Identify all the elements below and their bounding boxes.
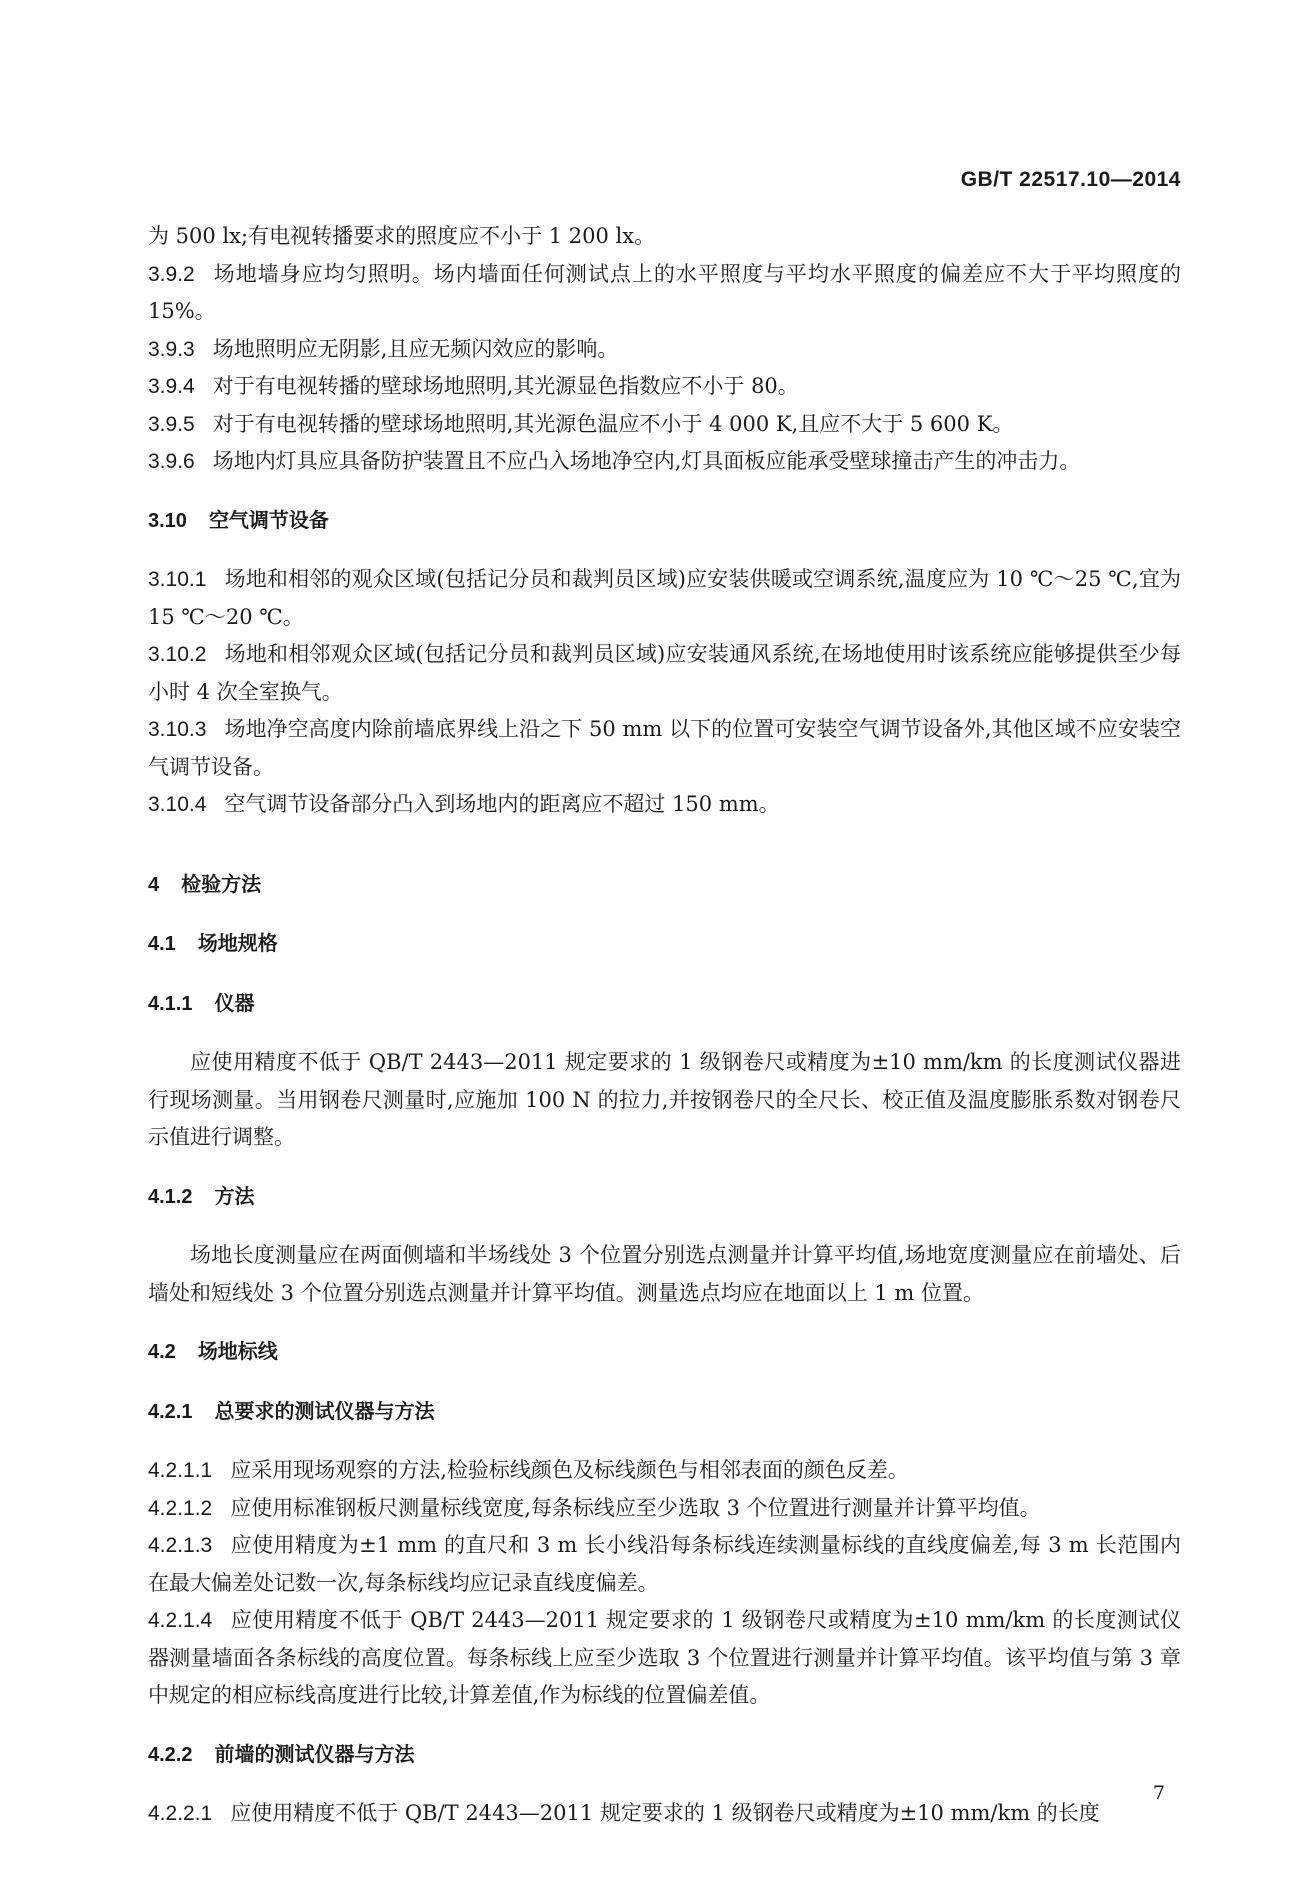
clause-text: 总要求的测试仪器与方法 bbox=[214, 1398, 435, 1423]
section-heading bbox=[148, 866, 1181, 905]
clause-paragraph bbox=[148, 406, 1181, 444]
clause-paragraph bbox=[148, 786, 1181, 824]
clause-number: 4.1.2 bbox=[148, 1185, 193, 1208]
clause-paragraph bbox=[148, 561, 1181, 636]
clause-text: 对于有电视转播的壁球场地照明,其光源色温应不小于 4 000 K,且应不大于 5 600 K。 bbox=[212, 411, 1014, 436]
clause-number: 3.10.2 bbox=[148, 643, 207, 666]
clause-number: 4.2 bbox=[148, 1341, 176, 1363]
clause-number: 4.2.2.1 bbox=[148, 1802, 213, 1825]
section-heading bbox=[148, 1178, 1181, 1217]
clause-text: 场地标线 bbox=[197, 1339, 278, 1363]
clause-text: 场地规格 bbox=[197, 931, 278, 955]
clause-paragraph bbox=[148, 1527, 1181, 1602]
clause-number: 3.10 bbox=[148, 509, 187, 532]
section-heading bbox=[148, 985, 1181, 1024]
clause-text: 前墙的测试仪器与方法 bbox=[214, 1741, 415, 1766]
clause-text: 空气调节设备 bbox=[208, 507, 329, 532]
clause-text: 应使用标准钢板尺测量标线宽度,每条标线应至少选取 3 个位置进行测量并计算平均值。 bbox=[230, 1495, 1041, 1520]
clause-text: 场地和相邻的观众区域(包括记分员和裁判员区域)应安装供暖或空调系统,温度应为 10 ℃～25 ℃,宜为 15 ℃～20 ℃。 bbox=[148, 567, 1181, 629]
clause-text: 场地净空高度内除前墙底界线上沿之下 50 mm 以下的位置可安装空气调节设备外,其他区域不应安装空气调节设备。 bbox=[148, 717, 1181, 779]
section-heading bbox=[148, 502, 1181, 541]
clause-paragraph bbox=[148, 1795, 1181, 1833]
clause-paragraph bbox=[148, 256, 1181, 331]
clause-text: 场地和相邻观众区域(包括记分员和裁判员区域)应安装通风系统,在场地使用时该系统应能够提供至少每小时 4 次全室换气。 bbox=[148, 642, 1181, 704]
clause-number: 3.9.3 bbox=[148, 337, 195, 361]
clause-paragraph bbox=[148, 218, 1181, 256]
clause-paragraph bbox=[148, 368, 1181, 406]
clause-number: 3.10.1 bbox=[148, 568, 207, 591]
clause-text: 应采用现场观察的方法,检验标线颜色及标线颜色与相邻表面的颜色反差。 bbox=[230, 1458, 909, 1482]
section-heading bbox=[148, 1393, 1181, 1432]
body-paragraph bbox=[148, 1044, 1181, 1157]
section-heading bbox=[148, 1736, 1181, 1775]
clause-text: 场地内灯具应具备防护装置且不应凸入场地净空内,灯具面板应能承受壁球撞击产生的冲击力。 bbox=[212, 449, 1081, 473]
clause-text: 空气调节设备部分凸入到场地内的距离应不超过 150 mm。 bbox=[224, 792, 780, 816]
clause-number: 3.9.5 bbox=[148, 412, 195, 436]
clause-number: 4.2.2 bbox=[148, 1743, 193, 1766]
standard-code: GB/T 22517.10—2014 bbox=[960, 168, 1181, 191]
clause-number: 3.9.4 bbox=[148, 375, 195, 398]
clause-paragraph bbox=[148, 711, 1181, 786]
clause-number: 4.2.1 bbox=[148, 1400, 193, 1423]
clause-text: 为 500 lx;有电视转播要求的照度应不小于 1 200 lx。 bbox=[148, 224, 656, 248]
clause-text: 对于有电视转播的壁球场地照明,其光源显色指数应不小于 80。 bbox=[212, 374, 799, 398]
section-heading bbox=[148, 1333, 1181, 1372]
clause-number: 4.1 bbox=[148, 933, 176, 955]
section-heading bbox=[148, 925, 1181, 964]
clause-number: 3.10.4 bbox=[148, 793, 207, 816]
clause-number: 4.1.1 bbox=[148, 992, 193, 1015]
clause-text: 应使用精度不低于 QB/T 2443—2011 规定要求的 1 级钢卷尺或精度为±10 mm/km 的长度 bbox=[230, 1801, 1100, 1825]
clause-paragraph bbox=[148, 443, 1181, 481]
clause-paragraph bbox=[148, 636, 1181, 711]
clause-text: 场地照明应无阴影,且应无频闪效应的影响。 bbox=[212, 336, 619, 361]
clause-text: 检验方法 bbox=[181, 871, 262, 896]
document-body bbox=[148, 218, 1181, 1833]
clause-paragraph bbox=[148, 1452, 1181, 1490]
clause-text: 场地长度测量应在两面侧墙和半场线处 3 个位置分别选点测量并计算平均值,场地宽度测量应在前墙处、后墙处和短线处 3 个位置分别选点测量并计算平均值。测量选点均应在地面以上 1 m 位置。 bbox=[148, 1243, 1181, 1305]
clause-text: 应使用精度不低于 QB/T 2443—2011 规定要求的 1 级钢卷尺或精度为±10 mm/km 的长度测试仪器测量墙面各条标线的高度位置。每条标线上应至少选取 3 个位置进行测量并计算平均值。该平均值与第 3 章中规定的相应标线高度进行比较,计算差值,作为标线的位置偏差值。 bbox=[148, 1608, 1181, 1707]
clause-text: 应使用精度不低于 QB/T 2443—2011 规定要求的 1 级钢卷尺或精度为±10 mm/km 的长度测试仪器进行现场测量。当用钢卷尺测量时,应施加 100 N 的拉力,并按钢卷尺的全尺长、校正值及温度膨胀系数对钢卷尺示值进行调整。 bbox=[148, 1050, 1181, 1149]
page-number: 7 bbox=[1152, 1782, 1165, 1804]
clause-text: 方法 bbox=[214, 1183, 255, 1208]
clause-paragraph bbox=[148, 1602, 1181, 1715]
clause-number: 4.2.1.4 bbox=[148, 1609, 213, 1632]
clause-number: 4 bbox=[148, 873, 160, 896]
body-paragraph bbox=[148, 1237, 1181, 1312]
clause-number: 3.9.6 bbox=[148, 450, 195, 473]
clause-number: 4.2.1.3 bbox=[148, 1534, 213, 1557]
clause-number: 4.2.1.2 bbox=[148, 1496, 213, 1520]
clause-text: 应使用精度为±1 mm 的直尺和 3 m 长小线沿每条标线连续测量标线的直线度偏差,每 3 m 长范围内在最大偏差处记数一次,每条标线均应记录直线度偏差。 bbox=[148, 1533, 1181, 1595]
clause-text: 仪器 bbox=[214, 990, 255, 1015]
clause-paragraph bbox=[148, 1490, 1181, 1528]
clause-number: 3.10.3 bbox=[148, 718, 207, 741]
clause-paragraph bbox=[148, 331, 1181, 369]
clause-number: 4.2.1.1 bbox=[148, 1459, 213, 1482]
clause-text: 场地墙身应均匀照明。场内墙面任何测试点上的水平照度与平均水平照度的偏差应不大于平均照度的 15%。 bbox=[148, 261, 1181, 323]
clause-number: 3.9.2 bbox=[148, 262, 195, 286]
